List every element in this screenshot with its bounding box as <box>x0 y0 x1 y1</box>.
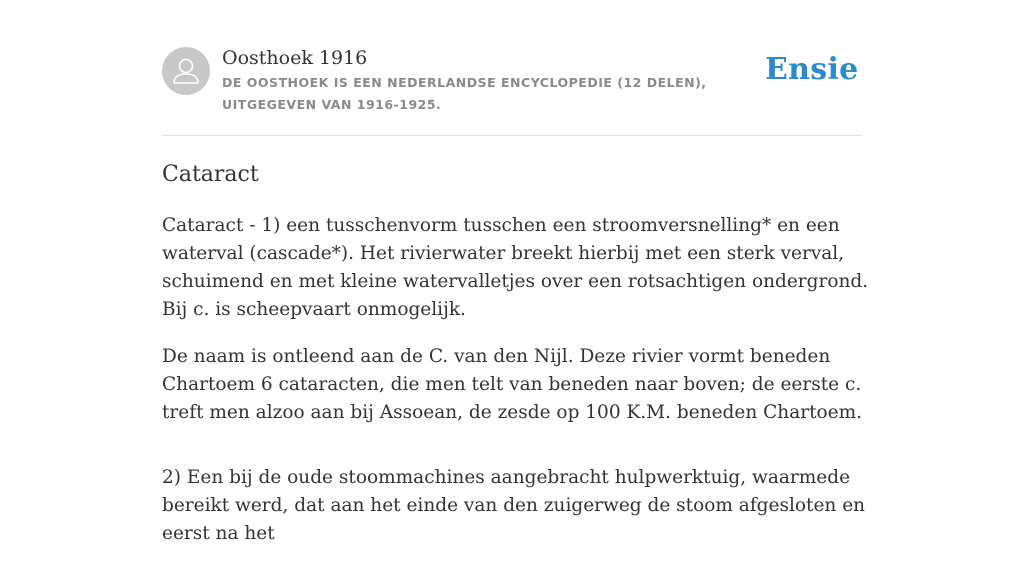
entry-paragraph: De naam is ontleend aan de C. van den Nijl. Deze rivier vormt beneden Chartoem 6 cataracten, die men telt van beneden naar boven; de eerste c. treft men alzoo aan bij Assoean, de zesde op 100 K.M. beneden Chartoem. <box>162 346 863 423</box>
ensie-logo[interactable]: Ensie <box>765 52 859 87</box>
user-silhouette-icon[interactable] <box>162 47 210 95</box>
header-divider <box>162 135 862 136</box>
source-title[interactable]: Oosthoek 1916 <box>222 47 368 69</box>
entry-paragraph: 2) Een bij de oude stoommachines aangebracht hulpwerktuig, waarmede bereikt werd, dat aan het einde van den zuigerweg de stoom afgesloten en eerst na het <box>162 467 866 544</box>
source-description: DE OOSTHOEK IS EEN NEDERLANDSE ENCYCLOPEDIE (12 DELEN), UITGEGEVEN VAN 1916-1925. <box>222 75 707 112</box>
entry-title: Cataract <box>162 162 259 187</box>
entry-body <box>162 212 870 567</box>
entry-paragraph: Cataract - 1) een tusschenvorm tusschen een stroomversnelling* en een waterval (cascade*). Het rivierwater breekt hierbij met een sterk verval, schuimend en met kleine watervalletjes over een rotsachtigen ondergrond. Bij c. is scheepvaart onmogelijk. <box>162 215 869 320</box>
source-header <box>162 46 862 116</box>
